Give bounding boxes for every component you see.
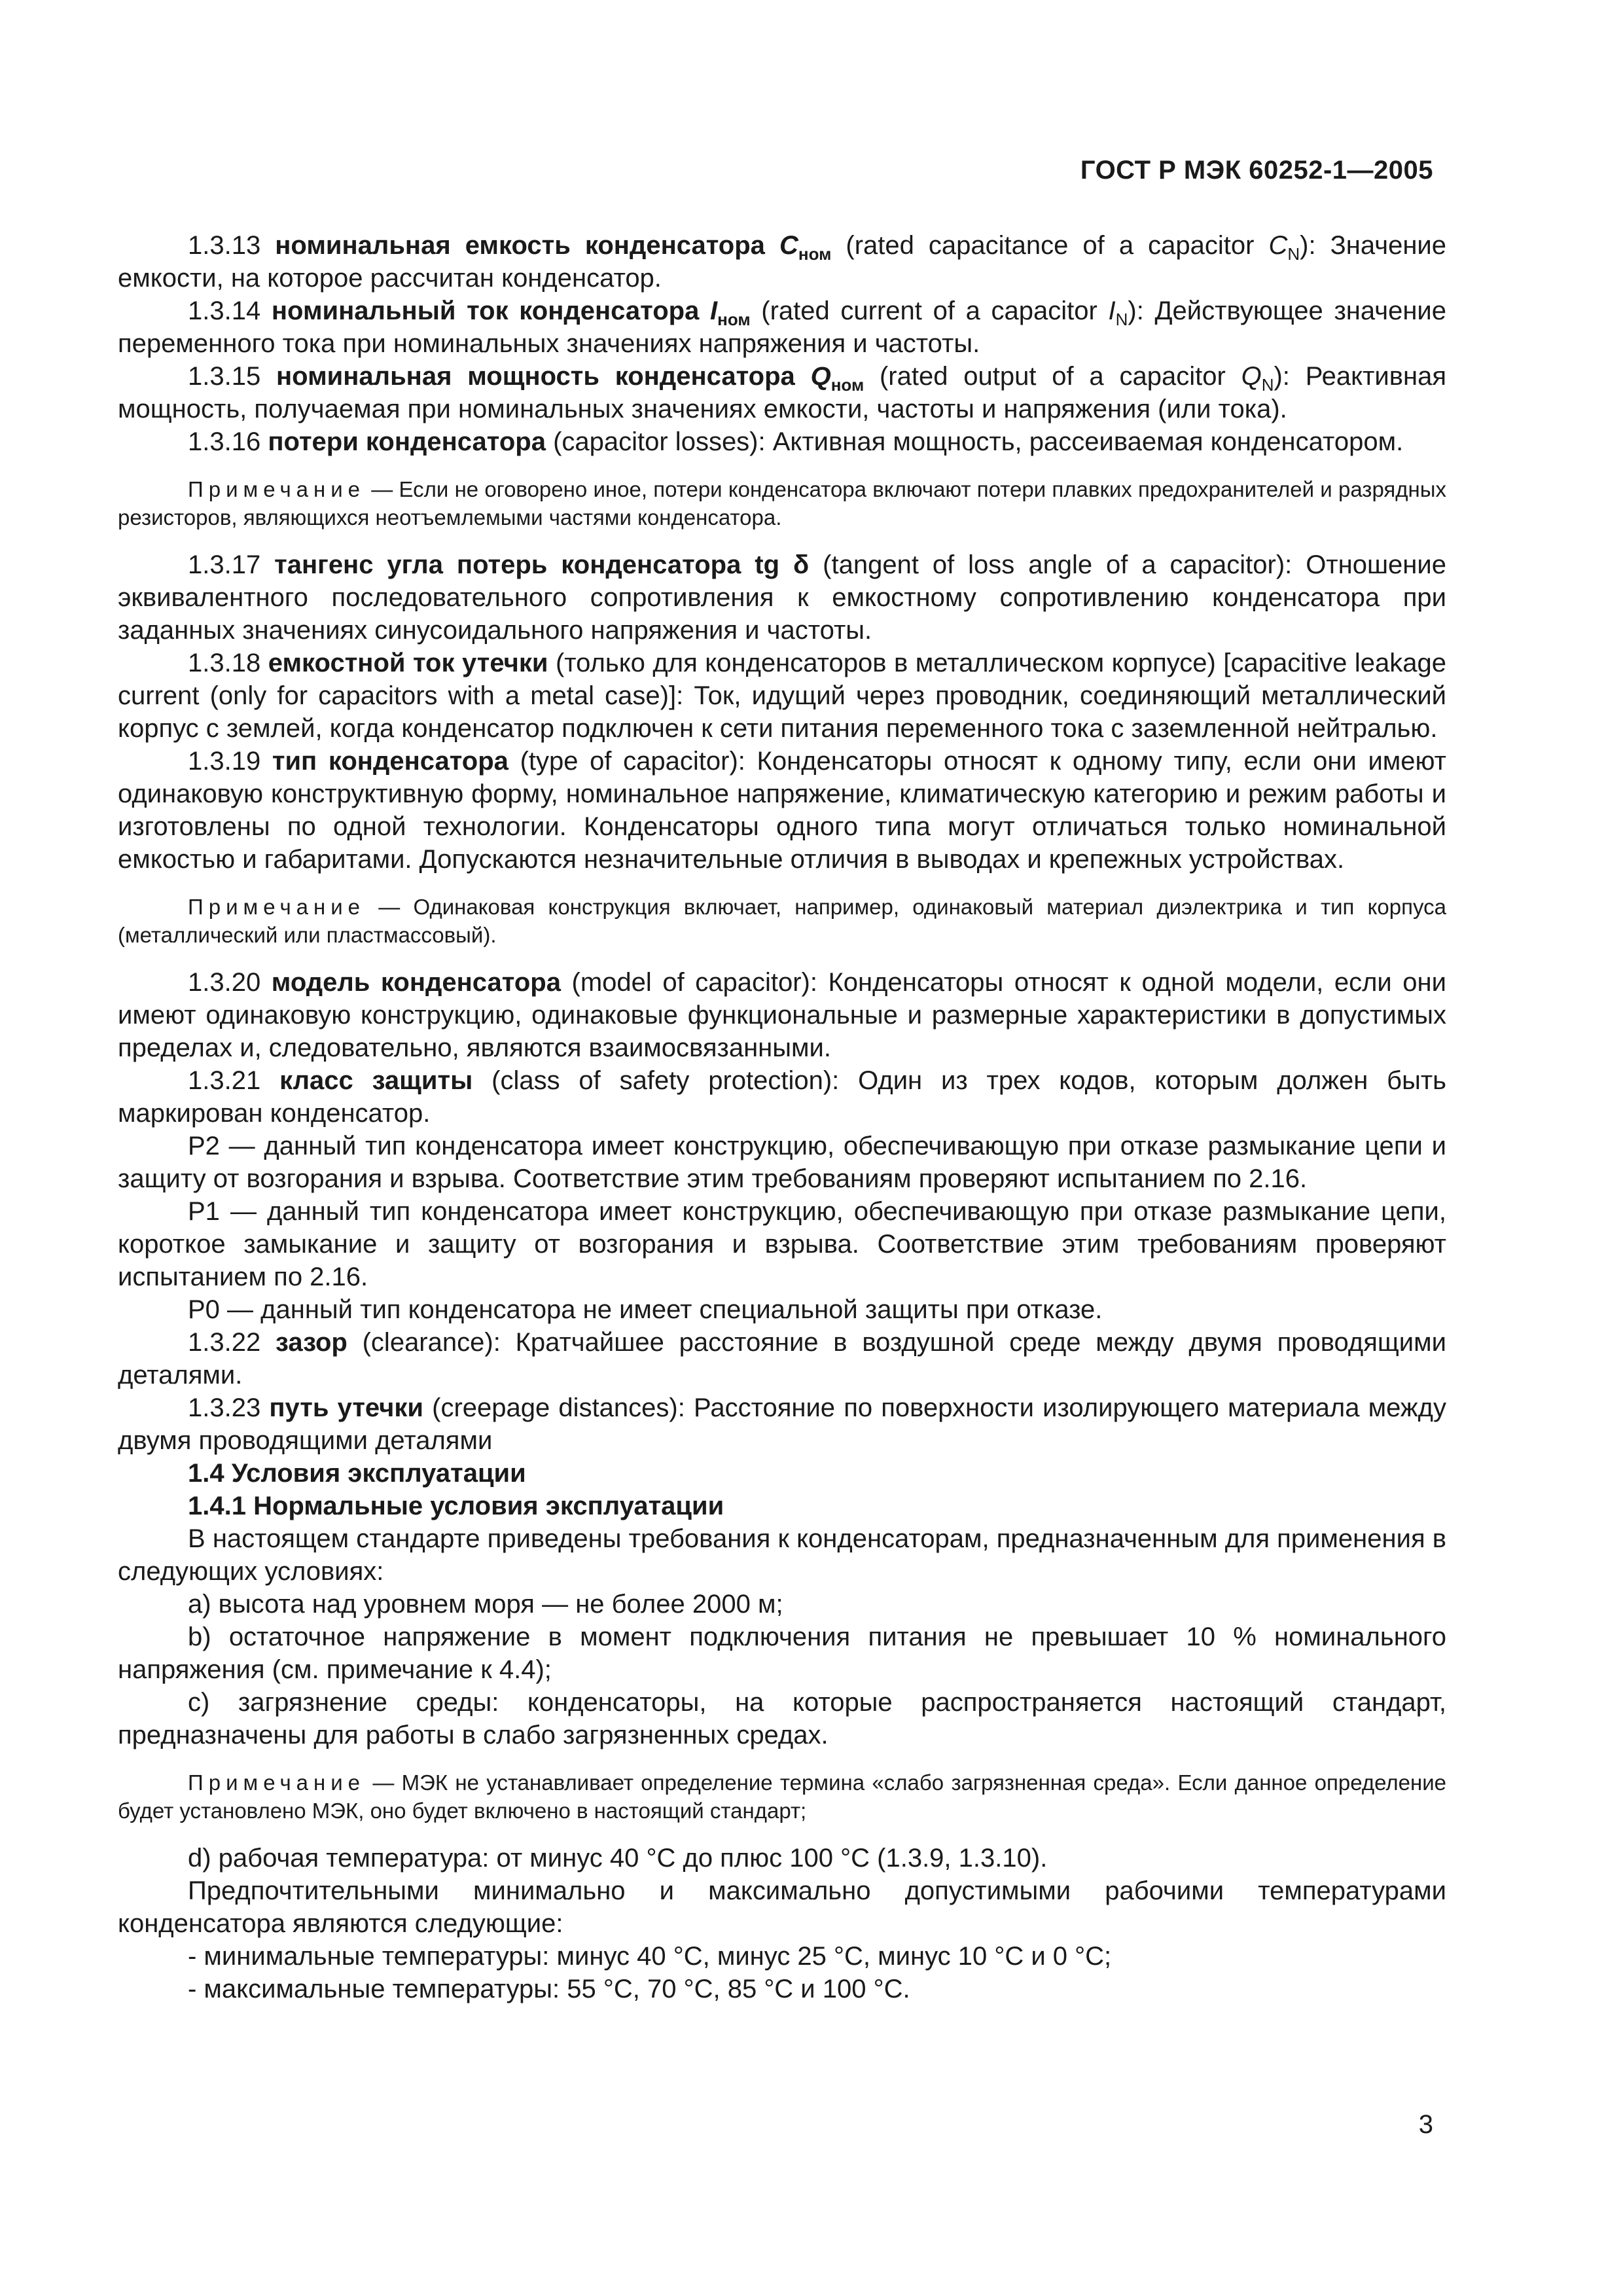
section-heading-1-4: 1.4 Условия эксплуатации [188,1459,526,1488]
clause-1-3-23: 1.3.23 путь утечки (creepage distances): Расстояние по поверхности изолирующего материала между двумя проводящими деталями [118,1393,1447,1455]
term: номинальная емкость конденсатора [275,231,765,260]
class-p1: P1 — данный тип конденсатора имеет конструкцию, обеспечивающую при отказе размыкание цепи, короткое замыкание и защиту от возгорания и взрыва. Соответствие этим требованиям проверяют испытанием по 2.16. [118,1197,1446,1291]
term: класс защиты [279,1066,473,1095]
clause-1-3-17: 1.3.17 тангенс угла потерь конденсатора tg δ (tangent of loss angle of a capacitor): Отношение эквивалентного последовательного сопротивления к емкостному сопротивлению конденсатора при заданных значениях синусоидального напряжения и частоты. [118,550,1446,645]
section-heading-1-4-1: 1.4.1 Нормальные условия эксплуатации [188,1492,724,1520]
class-p0: P0 — данный тип конденсатора не имеет специальной защиты при отказе. [188,1295,1103,1324]
clause-1-3-16: 1.3.16 потери конденсатора (capacitor losses): Активная мощность, рассеиваемая конденсатором. [188,427,1404,456]
clause-1-3-18: 1.3.18 емкостной ток утечки (только для конденсаторов в металлическом корпусе) [capacitive leakage current (only for capacitors with a metal case)]: Ток, идущий через проводник, соединяющий металлический корпус с землей, когда конденсатор подключен к сети питания переменного тока с заземленной нейтралью. [118,649,1447,743]
condition-d: d) рабочая температура: от минус 40 °С до плюс 100 °С (1.3.9, 1.3.10). [188,1844,1048,1873]
condition-b: b) остаточное напряжение в момент подключения питания не превышает 10 % номинального напряжения (см. примечание к 4.4); [118,1623,1446,1684]
term: потери конденсатора [268,427,546,456]
term: зазор [276,1328,348,1357]
condition-c: c) загрязнение среды: конденсаторы, на которые распространяется настоящий стандарт, предназначены для работы в слабо загрязненных средах. [118,1688,1446,1749]
term: емкостной ток утечки [268,649,548,677]
note-1: Примечание — Если не оговорено иное, потери конденсатора включают потери плавких предохранителей и разрядных резисторов, являющихся неотъемлемыми частями конденсатора. [118,477,1446,529]
note-3: Примечание — МЭК не устанавливает определение термина «слабо загрязненная среда». Если данное определение будет установлено МЭК, оно будет включено в настоящий стандарт; [118,1770,1447,1823]
preferred-temperatures: Предпочтительными минимально и максимально допустимыми рабочими температурами конденсатора являются следующие: [118,1876,1446,1938]
term: тангенс угла потерь конденсатора tg δ [274,550,810,579]
clause-1-3-19: 1.3.19 тип конденсатора (type of capacitor): Конденсаторы относят к одному типу, если они имеют одинаковую конструктивную форму, номинальное напряжение, климатическую категорию и режим работы и изготовлены по одной технологии. Конденсаторы одного типа могут отличаться только номинальной емкостью и габаритами. Допускаются незначительные отличия в выводах и крепежных устройствах. [118,747,1446,874]
class-p2: P2 — данный тип конденсатора имеет конструкцию, обеспечивающую при отказе размыкание цепи и защиту от возгорания и взрыва. Соответствие этим требованиям проверяют испытанием по 2.16. [118,1132,1446,1193]
note-2: Примечание — Одинаковая конструкция включает, например, одинаковый материал диэлектрика и тип корпуса (металлический или пластмассовый). [118,895,1446,947]
clause-1-3-14: 1.3.14 номинальный ток конденсатора $I_{ном}$ (rated current of a capacitor $I_N$): Действующее значение переменного тока при номинальных значениях напряжения и частоты. [118,296,1447,358]
min-temperatures: - минимальные температуры: минус 40 °С, минус 25 °С, минус 10 °С и 0 °С; [188,1942,1112,1971]
clause-1-3-13: 1.3.13 номинальная емкость конденсатора $C_{ном}$ (rated capacitance of a capacitor $C_N$): Значение емкости, на которое рассчитан конденсатор. [118,231,1446,293]
max-temperatures: - максимальные температуры: 55 °С, 70 °С, 85 °С и 100 °С. [188,1975,910,2003]
clause-1-3-15: 1.3.15 номинальная мощность конденсатора $Q_{ном}$ (rated output of a capacitor $Q_N$): Реактивная мощность, получаемая при номинальных значениях емкости, частоты и напряжения (или тока). [118,362,1446,423]
term: тип конденсатора [272,747,508,776]
standard-id-header: ГОСТ Р МЭК 60252-1—2005 [1080,156,1433,185]
page-number: 3 [1418,2110,1433,2139]
term: номинальная мощность конденсатора [276,362,795,391]
term: модель конденсатора [271,968,561,997]
clause-1-3-21: 1.3.21 класс защиты (class of safety protection): Один из трех кодов, которым должен быть маркирован конденсатор. [118,1066,1447,1128]
clause-1-3-22: 1.3.22 зазор (clearance): Кратчайшее расстояние в воздушной среде между двумя проводящими деталями. [118,1328,1446,1390]
term: номинальный ток конденсатора [271,296,700,325]
clause-1-3-20: 1.3.20 модель конденсатора (model of capacitor): Конденсаторы относят к одной модели, если они имеют одинаковую конструкцию, одинаковые функциональные и размерные характеристики в допустимых пределах и, следовательно, являются взаимосвязанными. [118,968,1446,1062]
body-text [118,229,1446,2005]
term: путь утечки [269,1393,424,1422]
condition-a: a) высота над уровнем моря — не более 2000 м; [188,1590,783,1619]
conditions-intro: В настоящем стандарте приведены требования к конденсаторам, предназначенным для применения в следующих условиях: [118,1524,1446,1586]
